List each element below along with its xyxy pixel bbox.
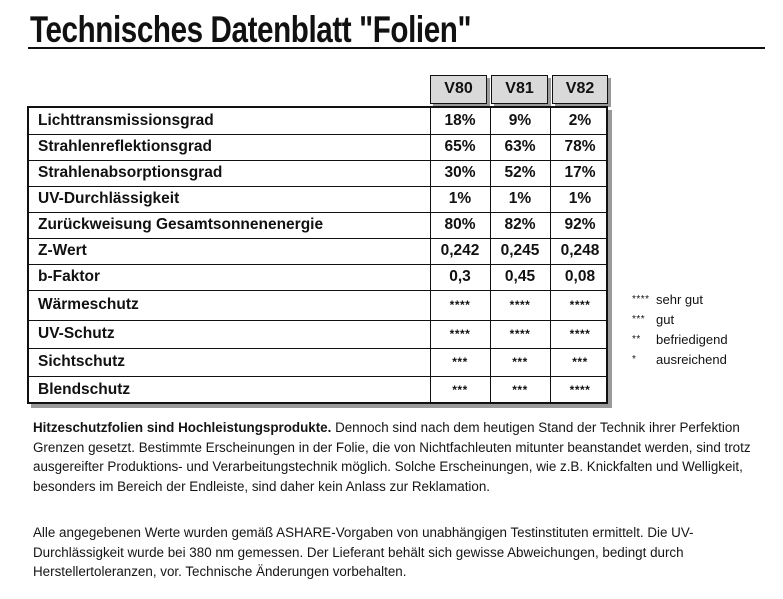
value-cell: 82% <box>504 216 536 233</box>
value-cell: 80% <box>444 216 476 233</box>
row-label: Wärmeschutz <box>38 296 139 313</box>
row-label: UV-Durchlässigkeit <box>38 190 180 207</box>
row-label: Strahlenreflektionsgrad <box>38 138 212 155</box>
value-cell: 17% <box>564 164 596 181</box>
column-header-v81: V81 <box>491 75 548 104</box>
value-cell: 0,45 <box>504 268 536 285</box>
value-cell: 92% <box>564 216 596 233</box>
legend-text: gut <box>656 312 675 327</box>
column-header-v82: V82 <box>552 75 608 104</box>
value-cell: 30% <box>444 164 476 181</box>
legend-stars: *** <box>632 314 646 325</box>
title-underline <box>28 47 765 49</box>
rating-legend <box>632 290 728 370</box>
value-cell: 0,248 <box>560 242 600 259</box>
row-label: Lichttransmissionsgrad <box>38 112 214 129</box>
data-table <box>27 106 608 404</box>
value-cell: **** <box>449 327 471 341</box>
legend-stars: **** <box>632 294 650 305</box>
value-cell: **** <box>509 327 531 341</box>
legend-stars: * <box>632 354 637 365</box>
value-cell: 1% <box>448 190 472 207</box>
value-cell: *** <box>512 355 528 369</box>
value-cell: 0,08 <box>564 268 596 285</box>
value-cell: 1% <box>508 190 532 207</box>
value-cell: 0,3 <box>449 268 471 285</box>
legend-text: ausreichend <box>656 352 727 367</box>
value-cell: 2% <box>568 112 592 129</box>
legend-item <box>632 290 728 310</box>
disclaimer-body: Dennoch sind nach dem heutigen Stand der Technik ihrer Perfektion Grenzen gesetzt. Bestimmte Erscheinungen in der Folie, die von Nichtfachleuten mitunter beanstandet werden, sind trotz ausgereifter Produktions- und Verarbeitungstechnik möglich. Solche Erscheinungen, wie z.B. Knickfalten und Welligkeit, besonders im Bereich der Endleiste, sind daher kein Anlass zur Reklamation. <box>33 420 751 494</box>
disclaimer-paragraph <box>33 418 763 496</box>
value-cell: **** <box>449 298 471 312</box>
legend-item <box>632 330 728 350</box>
measurement-note: Alle angegebenen Werte wurden gemäß ASHARE-Vorgaben von unabhängigen Testinstituten ermittelt. Die UV-Durchlässigkeit wurde bei 380 nm gemessen. Der Lieferant behält sich gewisse Abweichungen, bedingt durch Herstellertoleranzen, vor. Technische Änderungen vorbehalten. <box>33 525 694 579</box>
value-cell: 65% <box>444 138 476 155</box>
legend-text: sehr gut <box>656 292 703 307</box>
row-label: Zurückweisung Gesamtsonnenenergie <box>38 216 324 233</box>
legend-item <box>632 310 728 330</box>
value-cell: *** <box>452 355 468 369</box>
value-cell: 63% <box>504 138 536 155</box>
value-cell: 1% <box>568 190 592 207</box>
page-title: Technisches Datenblatt "Folien" <box>30 9 472 50</box>
legend-item <box>632 350 728 370</box>
row-label: UV-Schutz <box>38 325 115 342</box>
value-cell: *** <box>572 355 588 369</box>
row-label: Strahlenabsorptionsgrad <box>38 164 223 181</box>
value-cell: **** <box>509 298 531 312</box>
value-cell: 52% <box>504 164 536 181</box>
row-label: Z-Wert <box>38 242 87 259</box>
disclaimer-lead: Hitzeschutzfolien sind Hochleistungsprodukte. <box>33 420 332 435</box>
row-label: b-Faktor <box>38 268 100 285</box>
value-cell: **** <box>569 383 591 397</box>
value-cell: *** <box>452 383 468 397</box>
value-cell: 0,245 <box>500 242 540 259</box>
legend-stars: ** <box>632 334 641 345</box>
row-label: Blendschutz <box>38 381 131 398</box>
value-cell: 18% <box>444 112 476 129</box>
legend-text: befriedigend <box>656 332 728 347</box>
value-cell: 78% <box>564 138 596 155</box>
column-header-v80: V80 <box>430 75 487 104</box>
value-cell: 0,242 <box>440 242 480 259</box>
row-label: Sichtschutz <box>38 353 125 370</box>
value-cell: *** <box>512 383 528 397</box>
value-cell: **** <box>569 327 591 341</box>
value-cell: 9% <box>508 112 532 129</box>
value-cell: **** <box>569 298 591 312</box>
